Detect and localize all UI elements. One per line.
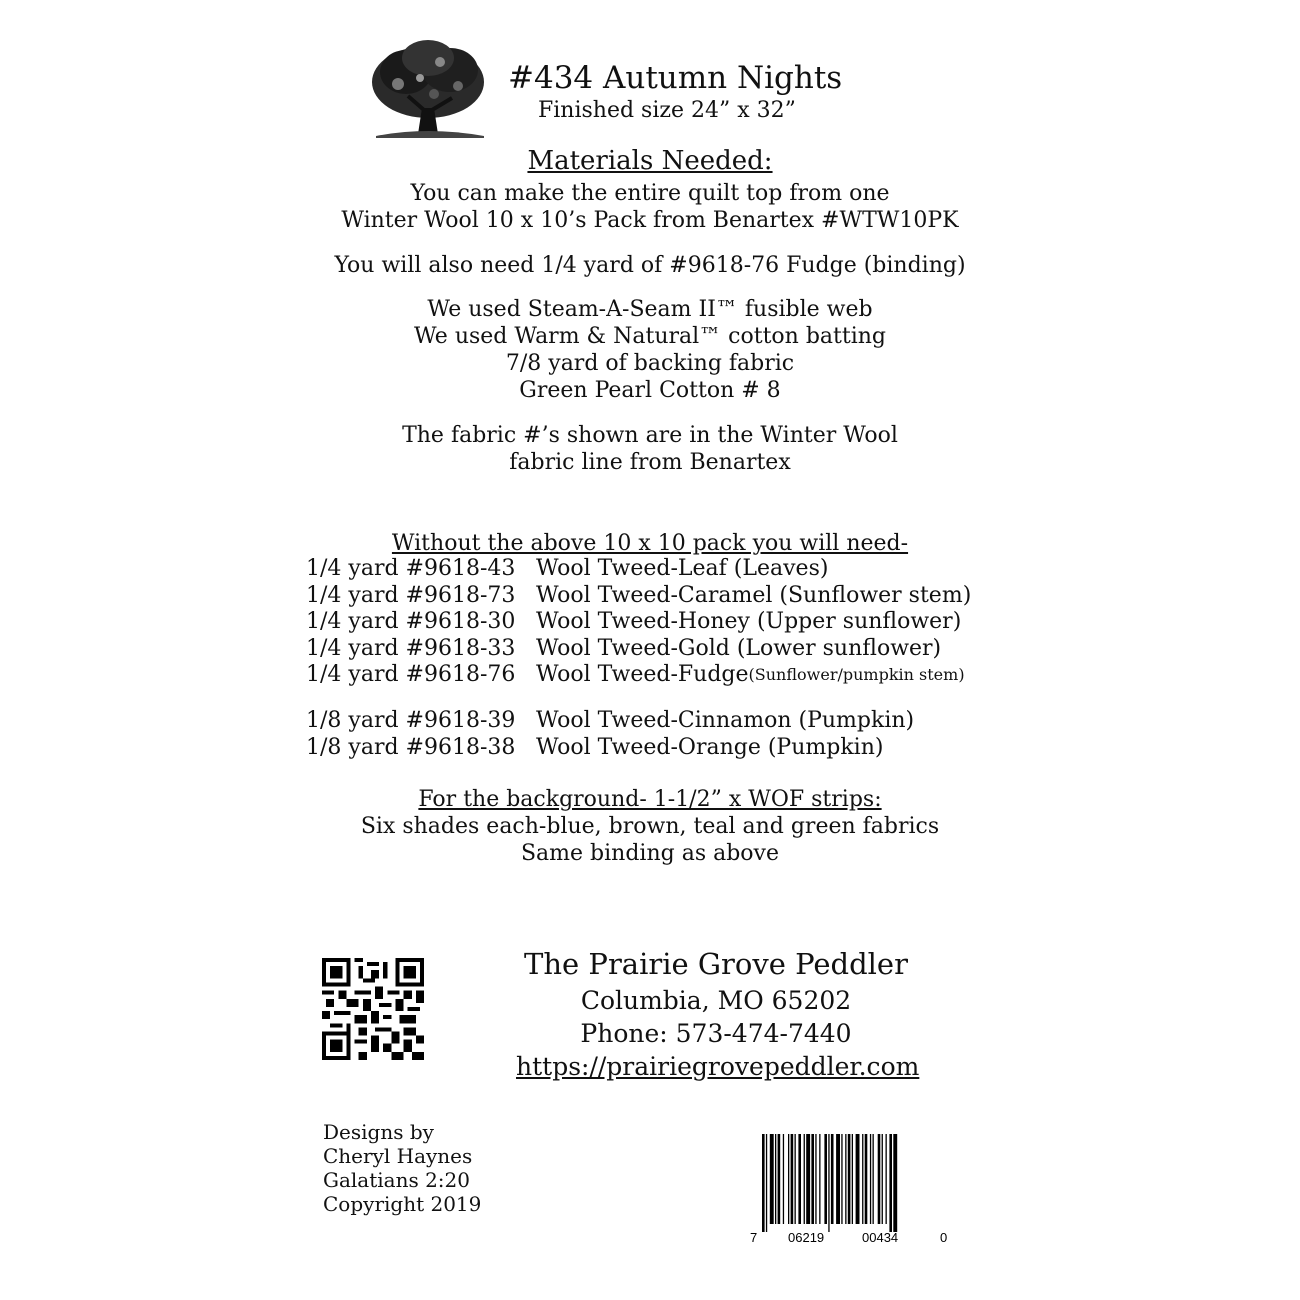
binding-note [0, 252, 1300, 279]
materials-heading: Materials Needed: [527, 146, 773, 176]
notions-list [0, 296, 1300, 404]
fabric-qty: 1/8 yard #9618-39 [306, 708, 516, 733]
intro-line: You can make the entire quilt top from one [410, 181, 890, 206]
fabric-qty: 1/4 yard #9618-73 [306, 582, 516, 608]
background-heading: For the background- 1-1/2” x WOF strips: [418, 787, 882, 812]
shop-phone: Phone: 573-474-7440 [580, 1019, 852, 1048]
fabric-list [306, 556, 971, 689]
without-pack-heading: Without the above 10 x 10 pack you will need- [391, 531, 909, 556]
barcode-icon [746, 1132, 952, 1244]
barcode-digit: 7 [750, 1230, 758, 1244]
fabric-list-eighth [306, 708, 914, 761]
credit-line: Designs by [323, 1120, 434, 1144]
without-pack-heading-block [0, 530, 1300, 557]
background-section [0, 786, 1300, 867]
fabric-desc: Wool Tweed-Gold (Lower sunflower) [536, 635, 942, 661]
background-line: Six shades each-blue, brown, teal and green fabrics [360, 814, 940, 839]
qr-code-icon [320, 958, 426, 1060]
shop-name: The Prairie Grove Peddler [524, 947, 908, 981]
barcode-digit: 06219 [788, 1230, 825, 1244]
fabric-desc: Wool Tweed-Caramel (Sunflower stem) [536, 582, 972, 608]
list-item [306, 735, 914, 762]
list-item [306, 609, 971, 636]
fabric-qty: 1/8 yard #9618-38 [306, 734, 516, 760]
notion-line: 7/8 yard of backing fabric [505, 351, 795, 376]
fabric-qty: 1/4 yard #9618-30 [306, 609, 516, 635]
fabric-note-line: fabric line from Benartex [509, 450, 791, 475]
list-item [306, 662, 971, 689]
fabric-desc: Wool Tweed-Leaf (Leaves) [536, 556, 829, 581]
fabric-desc: Wool Tweed-Fudge [536, 662, 749, 688]
fabric-qty: 1/4 yard #9618-33 [306, 635, 516, 661]
notion-line: We used Warm & Natural™ cotton batting [413, 324, 886, 349]
list-item [306, 708, 914, 735]
fabric-desc: Wool Tweed-Cinnamon (Pumpkin) [536, 708, 915, 733]
fabric-note [0, 422, 1300, 476]
shop-city: Columbia, MO 65202 [580, 986, 852, 1015]
list-item [306, 583, 971, 610]
shop-info [516, 944, 920, 1083]
page-subtitle: Finished size 24” x 32” [538, 98, 796, 123]
list-item [306, 636, 971, 663]
shop-url-link[interactable]: https://prairiegrovepeddler.com [516, 1052, 920, 1081]
barcode-digit: 0 [940, 1230, 948, 1244]
credit-line: Copyright 2019 [323, 1192, 482, 1216]
credit-line: Galatians 2:20 [323, 1168, 470, 1192]
page-title: #434 Autumn Nights [508, 60, 843, 96]
fabric-note-line: The fabric #’s shown are in the Winter Wool [402, 423, 898, 448]
fabric-note-small: (Sunflower/pumpkin stem) [748, 665, 965, 685]
binding-line: You will also need 1/4 yard of #9618-76 Fudge (binding) [334, 253, 966, 278]
fabric-desc: Wool Tweed-Orange (Pumpkin) [536, 734, 884, 760]
fabric-qty: 1/4 yard #9618-43 [306, 556, 516, 581]
list-item [306, 556, 971, 583]
credit-line: Cheryl Haynes [323, 1144, 473, 1168]
notion-line: We used Steam-A-Seam II™ fusible web [427, 297, 873, 322]
background-line: Same binding as above [520, 841, 779, 866]
materials-heading-block [0, 146, 1300, 176]
notion-line: Green Pearl Cotton # 8 [519, 378, 781, 403]
intro-line: Winter Wool 10 x 10’s Pack from Benartex #WTW10PK [341, 208, 959, 233]
credits [323, 1120, 481, 1216]
fabric-qty: 1/4 yard #9618-76 [306, 662, 516, 688]
tree-icon [368, 38, 488, 144]
materials-intro [0, 180, 1300, 234]
barcode-digit: 00434 [862, 1230, 899, 1244]
fabric-desc: Wool Tweed-Honey (Upper sunflower) [536, 609, 962, 635]
